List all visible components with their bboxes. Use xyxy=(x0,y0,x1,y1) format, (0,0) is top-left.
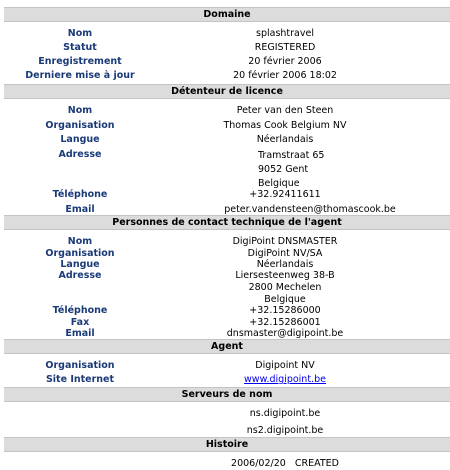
label-adresse: Adresse xyxy=(58,270,102,281)
label-organisation: Organisation xyxy=(45,360,115,371)
label-statut: Statut xyxy=(63,42,97,53)
value-domain-name: splashtravel xyxy=(256,28,314,39)
value-enregistrement: 20 février 2006 xyxy=(248,56,322,67)
value-holder-address-line: 9052 Gent xyxy=(258,164,309,175)
value-holder-address-line: Tramstraat 65 xyxy=(258,150,325,161)
section-header-serveurs-de-nom: Serveurs de nom xyxy=(4,387,450,402)
label-email: Email xyxy=(65,204,95,215)
value-contact-name: DigiPoint DNSMASTER xyxy=(232,236,338,247)
value-nameserver: ns2.digipoint.be xyxy=(246,425,324,436)
agent-site-cell xyxy=(185,374,385,386)
value-contact-address-line: 2800 Mechelen xyxy=(248,282,322,293)
value-holder-address-line: Belgique xyxy=(258,178,300,189)
value-contact-address-line: Belgique xyxy=(264,294,306,305)
label-adresse: Adresse xyxy=(58,149,102,160)
label-nom: Nom xyxy=(67,28,93,39)
value-contact-organisation: DigiPoint NV/SA xyxy=(247,248,323,259)
label-nom: Nom xyxy=(67,105,93,116)
label-enregistrement: Enregistrement xyxy=(38,56,122,67)
value-agent-organisation: Digipoint NV xyxy=(255,360,315,371)
section-header-agent: Agent xyxy=(4,339,450,354)
label-organisation: Organisation xyxy=(45,248,115,259)
agent-website-link[interactable]: www.digipoint.be xyxy=(244,374,326,385)
label-derniere-maj: Derniere mise à jour xyxy=(25,70,135,81)
section-header-domaine: Domaine xyxy=(4,7,450,22)
section-header-contact-technique: Personnes de contact technique de l'agent xyxy=(4,215,450,230)
label-telephone: Téléphone xyxy=(52,305,108,316)
value-derniere-maj: 20 février 2006 18:02 xyxy=(233,70,337,81)
value-holder-telephone: +32.92411611 xyxy=(249,189,321,200)
value-history-entry: 2006/02/20 CREATED xyxy=(231,458,339,469)
label-site-internet: Site Internet xyxy=(45,374,115,385)
label-langue: Langue xyxy=(60,134,100,145)
value-contact-langue: Néerlandais xyxy=(256,259,314,270)
value-contact-telephone: +32.15286000 xyxy=(249,305,321,316)
value-contact-address-line: Liersesteenweg 38-B xyxy=(235,270,335,281)
value-statut: REGISTERED xyxy=(254,42,316,53)
value-holder-langue: Néerlandais xyxy=(256,134,314,145)
value-holder-name: Peter van den Steen xyxy=(236,105,334,116)
label-nom: Nom xyxy=(67,236,93,247)
label-email: Email xyxy=(65,328,95,339)
section-header-detenteur: Détenteur de licence xyxy=(4,84,450,99)
label-telephone: Téléphone xyxy=(52,189,108,200)
value-holder-organisation: Thomas Cook Belgium NV xyxy=(223,120,347,131)
label-fax: Fax xyxy=(70,317,90,328)
section-header-histoire: Histoire xyxy=(4,437,450,452)
value-nameserver: ns.digipoint.be xyxy=(249,408,321,419)
label-langue: Langue xyxy=(60,259,100,270)
label-organisation: Organisation xyxy=(45,120,115,131)
value-holder-email: peter.vandensteen@thomascook.be xyxy=(224,204,396,215)
value-contact-email: dnsmaster@digipoint.be xyxy=(226,328,344,339)
value-contact-fax: +32.15286001 xyxy=(249,317,321,328)
